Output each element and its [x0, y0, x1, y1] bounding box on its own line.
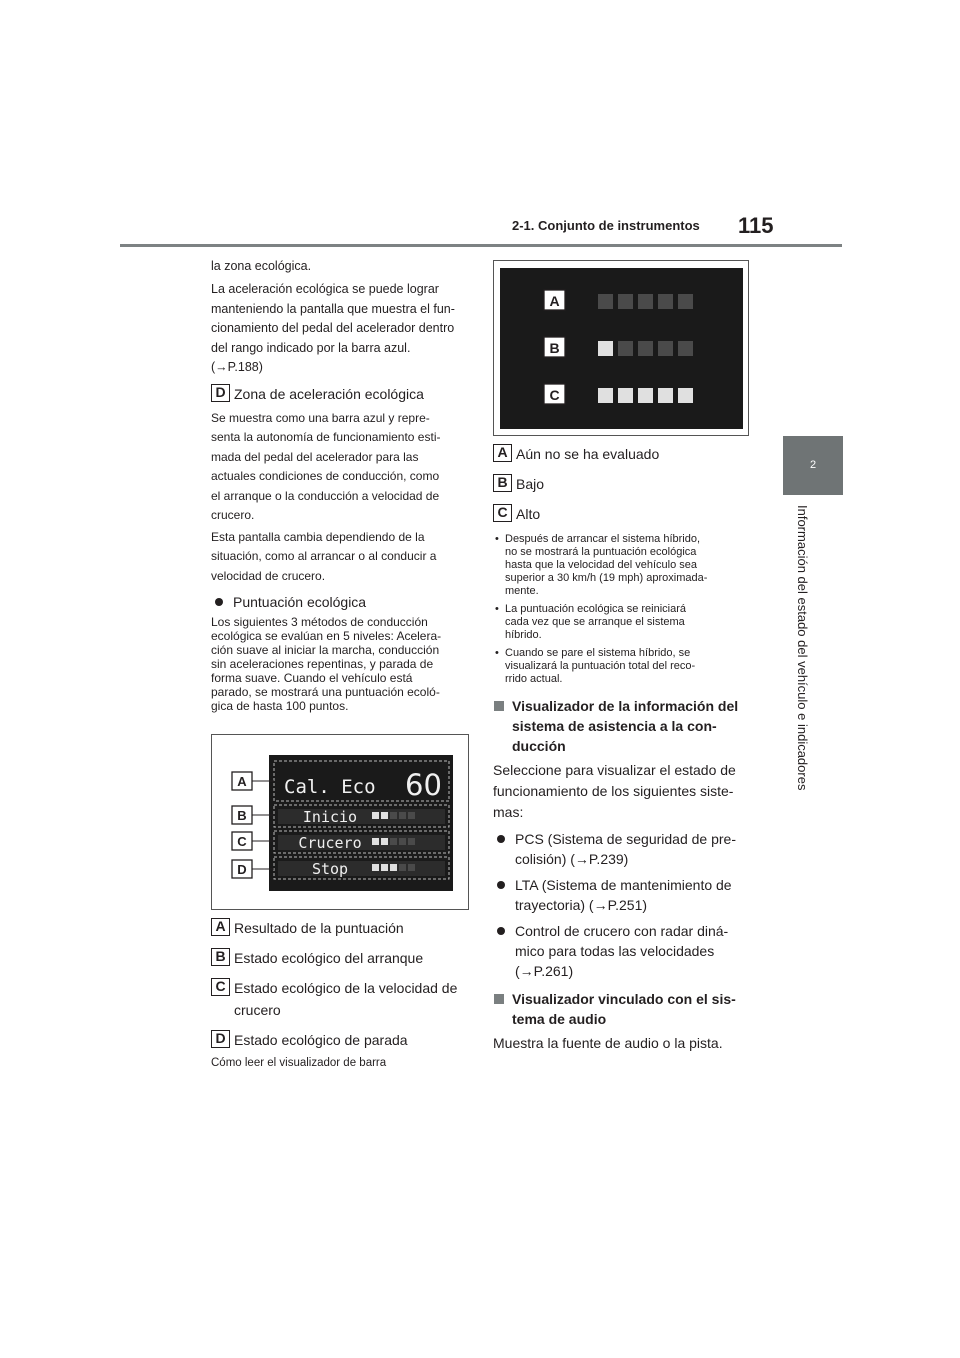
- eco-score-illustration: [212, 735, 470, 911]
- caption-d: [211, 1030, 469, 1050]
- line: mente.: [505, 585, 539, 597]
- level-square: [408, 812, 415, 819]
- bullet-cruise: [493, 921, 755, 981]
- line: forma suave. Cuando el vehículo está: [211, 671, 413, 685]
- line: funcionamiento de los siguientes siste-: [493, 783, 734, 799]
- badge-a: A: [211, 918, 230, 936]
- heading-eco-zone: [211, 384, 469, 404]
- badge-a: A: [493, 444, 512, 462]
- caption-text: Alto: [516, 506, 541, 522]
- caption-text: Bajo: [516, 476, 545, 492]
- line: (→P.261): [515, 963, 574, 979]
- callouts: [232, 772, 274, 878]
- line: La puntuación ecológica se reiniciará: [505, 603, 687, 615]
- heading-text: [512, 696, 738, 756]
- level-square: [678, 388, 693, 403]
- badge-b: B: [493, 474, 512, 492]
- level-square: [372, 864, 379, 871]
- caption-text: crucero: [234, 1002, 281, 1018]
- line: el arranque o la conducción a velocidad de: [211, 488, 440, 503]
- section-square-icon: [494, 994, 504, 1004]
- badge-b: B: [211, 948, 230, 966]
- level-square: [372, 838, 379, 845]
- level-square: [658, 388, 673, 403]
- bullet-icon: [215, 598, 223, 606]
- paragraph-screen-change: [211, 528, 469, 587]
- caption-c: [211, 978, 469, 998]
- callout-letter: D: [237, 862, 247, 877]
- figure1-captions: [211, 918, 469, 1070]
- line: Esta pantalla cambia dependiendo de la: [211, 529, 425, 544]
- caption-text: Estado ecológico del arranque: [234, 950, 424, 966]
- paragraph-audio: Muestra la fuente de audio o la pista.: [493, 1035, 723, 1051]
- line: crucero.: [211, 508, 255, 522]
- caption-a: [211, 918, 469, 938]
- badge-c: C: [493, 504, 512, 522]
- line: Control de crucero con radar diná-: [515, 923, 729, 939]
- bar-display-figure: [493, 260, 749, 436]
- line: tema de audio: [512, 1011, 607, 1027]
- line: parado, se mostrará una puntuación ecoló-: [211, 685, 440, 699]
- note-bullet: •: [495, 533, 499, 545]
- level-square: [638, 341, 653, 356]
- line: La aceleración ecológica se puede lograr: [211, 282, 439, 296]
- note-bullet: •: [495, 647, 499, 659]
- bullet-lta: [493, 875, 755, 915]
- level-square: [390, 812, 397, 819]
- paragraph-eco-zone: [211, 409, 469, 526]
- line: ción suave al iniciar la marcha, conducción: [211, 643, 440, 657]
- line: cionamiento del pedal del acelerador dentro: [211, 321, 455, 335]
- heading-eco-score: [211, 592, 469, 612]
- line: senta la autonomía de funcionamiento esti-: [211, 430, 441, 444]
- level-square: [638, 294, 653, 309]
- level-square: [408, 864, 415, 871]
- line: Cuando se pare el sistema híbrido, se: [505, 647, 691, 659]
- bullet-icon: [497, 881, 505, 889]
- level-square: [678, 294, 693, 309]
- level-square: [381, 864, 388, 871]
- level-square: [399, 864, 406, 871]
- line: ducción: [512, 738, 566, 754]
- line: ecológica se evalúan en 5 niveles: Acelera-: [211, 629, 442, 643]
- bullet-icon: [497, 835, 505, 843]
- line: PCS (Sistema de seguridad de pre-: [515, 831, 736, 847]
- caption2-a: [493, 444, 755, 464]
- note-1: [493, 533, 755, 598]
- line: híbrido.: [505, 629, 542, 641]
- line: actuales condiciones de conducción, como: [211, 469, 440, 483]
- line: hasta que la velocidad del vehículo sea: [505, 559, 698, 571]
- caption2-c: [493, 504, 755, 524]
- score-value: 60: [405, 768, 442, 802]
- heading-text: Zona de aceleración ecológica: [234, 385, 424, 402]
- caption-text: Estado ecológico de la velocidad de: [234, 980, 458, 996]
- line: Visualizador de la información del: [512, 698, 739, 714]
- paragraph-intro: la zona ecológica.: [211, 259, 312, 273]
- page-number: 115: [738, 213, 774, 238]
- level-square: [598, 294, 613, 309]
- level-square: [381, 812, 388, 819]
- line: LTA (Sistema de mantenimiento de: [515, 877, 732, 893]
- heading-driving-assist: [493, 696, 755, 756]
- line: rrido actual.: [505, 673, 563, 685]
- eco-score-figure: [211, 734, 469, 910]
- line: visualizará la puntuación total del reco-: [505, 660, 696, 672]
- level-square: [390, 864, 397, 871]
- level-square: [399, 812, 406, 819]
- line: Visualizador vinculado con el sis-: [512, 991, 736, 1007]
- bullet-icon: [497, 927, 505, 935]
- section-square-icon: [494, 701, 504, 711]
- screen-title: Cal. Eco: [284, 776, 376, 798]
- section-title: 2-1. Conjunto de instrumentos: [512, 218, 700, 233]
- level-square: [618, 341, 633, 356]
- note-text: [505, 647, 695, 686]
- level-square: [618, 388, 633, 403]
- note-text: [505, 533, 707, 598]
- badge-c: C: [211, 978, 230, 996]
- paragraph-eco-score: [211, 615, 469, 713]
- line: velocidad de crucero.: [211, 568, 326, 583]
- caption-text: Estado ecológico de parada: [234, 1032, 408, 1048]
- level-square: [598, 341, 613, 356]
- level-square: [658, 341, 673, 356]
- subheading-bar-display: Cómo leer el visualizador de barra: [211, 1057, 387, 1069]
- line: mico para todas las velocidades: [515, 943, 715, 959]
- line: Seleccione para visualizar el estado de: [493, 762, 736, 778]
- page-reference: (→P.188): [211, 360, 263, 374]
- line: Después de arrancar el sistema híbrido,: [505, 533, 701, 545]
- line: superior a 30 km/h (19 mph) aproximada-: [505, 572, 708, 584]
- badge-d: D: [211, 384, 230, 402]
- line: cada vez que se arranque el sistema: [505, 616, 685, 628]
- note-text: [505, 603, 686, 642]
- callout-letter: C: [237, 834, 247, 849]
- line: sistema de asistencia a la con-: [512, 718, 717, 734]
- header-rule: [120, 244, 842, 247]
- callout-letter: A: [237, 774, 247, 789]
- line: sin aceleraciones repentinas, y parada de: [211, 657, 434, 671]
- level-square: [598, 388, 613, 403]
- level-square: [381, 838, 388, 845]
- level-square: [372, 812, 379, 819]
- caption-c-continued: [211, 1000, 469, 1020]
- left-column: [211, 256, 469, 713]
- level-square: [618, 294, 633, 309]
- level-letter: C: [549, 387, 560, 403]
- row-label: Inicio: [302, 808, 358, 826]
- note-3: [493, 647, 755, 686]
- note-2: [493, 603, 755, 642]
- level-square: [638, 388, 653, 403]
- line: no se mostrará la puntuación ecológica: [505, 546, 697, 558]
- bullet-pcs: [493, 829, 755, 869]
- score-rows: [274, 805, 449, 879]
- bar-display-illustration: [494, 261, 750, 437]
- heading-text: Puntuación ecológica: [233, 594, 367, 610]
- level-square: [390, 838, 397, 845]
- caption-b: [211, 948, 469, 968]
- caption2-b: [493, 474, 755, 494]
- chapter-label: Información del estado del vehículo e indicadores: [795, 505, 810, 791]
- row-bar: [278, 861, 445, 876]
- level-square: [678, 341, 693, 356]
- line: Los siguientes 3 métodos de conducción: [211, 615, 428, 629]
- level-letter: B: [549, 340, 560, 356]
- line: manteniendo la pantalla que muestra el fun-: [211, 301, 455, 316]
- right-column: [493, 444, 755, 1054]
- line: mada del pedal del acelerador para las: [211, 449, 419, 464]
- note-bullet: •: [495, 603, 499, 615]
- line: colisión) (→P.239): [515, 851, 629, 867]
- level-square: [399, 838, 406, 845]
- line: del rango indicado por la barra azul.: [211, 340, 411, 355]
- level-square: [658, 294, 673, 309]
- chapter-tab: 2: [783, 436, 843, 495]
- line: situación, como al arrancar o al conducir a: [211, 549, 437, 563]
- row-label: Stop: [311, 860, 349, 878]
- caption-text: Resultado de la puntuación: [234, 920, 404, 936]
- heading-audio: [493, 989, 755, 1029]
- line: Se muestra como una barra azul y repre-: [211, 410, 430, 425]
- line: mas:: [493, 804, 524, 820]
- callout-letter: B: [237, 808, 247, 823]
- caption-text: Aún no se ha evaluado: [516, 446, 660, 462]
- paragraph-eco-accel: [211, 280, 469, 378]
- row-label: Crucero: [298, 834, 362, 852]
- level-letter: A: [549, 293, 560, 309]
- heading-text: [512, 989, 736, 1029]
- paragraph-driving-assist: [493, 760, 755, 823]
- level-square: [408, 838, 415, 845]
- line: gica de hasta 100 puntos.: [211, 699, 349, 713]
- badge-d: D: [211, 1030, 230, 1048]
- line: trayectoria) (→P.251): [515, 897, 648, 913]
